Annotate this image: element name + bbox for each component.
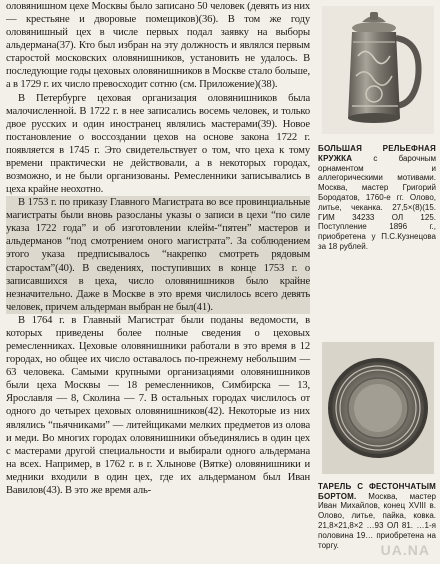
plate-caption: [318, 482, 436, 551]
pewter-tankard-photo: [322, 6, 434, 134]
paragraph-3: В 1753 г. по приказу Главного Магистрата во все провинциальные магистраты были вновь разосланы указы о записи в цехи “по силе указа 1722 года” и об изготовлении клейм-“пятен” мастеров и альдерманов “под смотрением оного магистрата”. За соблюдением этого указа предписывалось “накрепко смотреть рядовым старостам”(40). В сведениях, поступивших в конце 1753 г. о записавшихся в цеха, число оловянишников было крайне незначительно. Даже в Москве в это время числилось всего девять человек, причем альдерман выбран не был(41).: [6, 197, 310, 313]
plate-caption-title: ТАРЕЛЬ С ФЕСТОНЧАТЫМ БОРТОМ.: [318, 481, 436, 501]
main-text-column: [6, 0, 310, 497]
plate-icon: [322, 342, 434, 474]
tankard-caption: [318, 144, 436, 252]
tankard-icon: [322, 6, 434, 134]
paragraph-2: В Петербурге цеховая организация оловянишников была малочисленной. В 1722 г. в нее записались восемь человек, и только двое русских и один иностранец являлись мастерами(39). Новое постановление о воссоздании цехов на основе закона 1722 г. появляется в 1745 г. Это свидетельствует о том, что цеха к тому времени практически не действовали, а в некоторых городах, возможно, и не были организованы. Ремесленники записывались в цеха крайне неохотно.: [6, 92, 310, 196]
paragraph-4: В 1764 г. в Главный Магистрат были поданы ведомости, в которых приведены более полные сведения о цеховых ремесленниках. Цеховые оловянишники работали в это время в 12 городах, но общее их число оставалось по-прежнему небольшим — 63 человека. Самыми крупными организациями оловянишников были цеха Москвы — 18 ремесленников, Симбирска — 13, Ярославля — 8, Сколина — 7. В остальных городах числилось от одного до четырех цеховых оловянишников(42). Некоторые из них являлись “пьячниками” — литейщиками мелких предметов из олова и меди. Во многих городах оловянишники объединялись в один цех с мастерами другой специальности и выбирали одного альдермана на всех. Например, в 1762 г. в г. Хлынове (Вятке) оловянишники и медники входили в один цех, где их альдерманом был Иван Вавилов(43). В это же время аль-: [6, 314, 310, 496]
watermark: UA.NA: [380, 542, 430, 558]
illustration-column: [318, 0, 436, 550]
tankard-caption-title: БОЛЬШАЯ РЕЛЬЕФНАЯ КРУЖКА: [318, 144, 436, 163]
plate-caption-text: Москва, мастер Иван Михайлов, конец XVIII в. Олово, литье, пайка, ковка. 21,8×21,8×2 …93 ОЛ 81. …1-я половина 19… приобретена на торгу.: [318, 491, 436, 550]
pewter-plate-photo: [322, 342, 434, 474]
paragraph-1: оловянишном цехе Москвы было записано 50 человек (девять из них — крестьяне и дворовые помещиков)(36). В том же году оловянишный цех в числе первых подал заявку на выборы альдермана(37). Кто был избран на эту должность и являлся первым старостой московских оловянишников, установить не удалось. В последующие годы цеховых оловянишников в Москве стало больше, а в 1729 г. их число превосходит сотню (см. Приложение)(38).: [6, 1, 310, 91]
tankard-caption-text: с барочным орнаментом и аллегорическими мотивами. Москва, мастер Григорий Бородатов, 1760-е гг. Олово, литье, чеканка. 27,5×(8)(15. ГИМ 34233 ОЛ 125. Поступление 1896 г., приобретена у П.С.Кузнецова за 18 рублей.: [318, 153, 436, 251]
